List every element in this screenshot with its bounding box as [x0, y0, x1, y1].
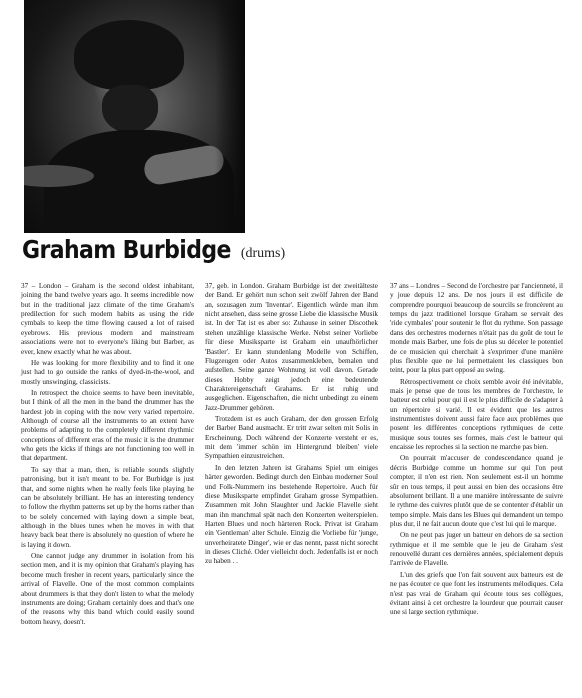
english-column	[21, 282, 194, 629]
article-title	[22, 238, 285, 266]
french-paragraph: On pourrait m'accuser de condescendance quand je décris Burbidge comme un homme sur qui l'on peut compter, il n'en est rien. Non seulement est-il un homme sûr en tous temps, il peut aussi en bien des occasions être absolument brillant. Il a une manière intéressante de suivre le rythme des cuivres plutôt que de se contenter d'établir un tempo simple. Mais dans les Blues qui demandent un tempo plus dur, il ne fait aucun doute que c'est lui qui le marque.	[390, 454, 563, 528]
portrait-photo	[24, 0, 245, 233]
german-column	[205, 282, 378, 569]
french-paragraph: L'un des griefs que l'on fait souvent aux batteurs est de ne pas écouter ce que font les instruments mélodiques. Cela n'est pas vrai de Graham qui écoute tous ses collègues, évitant ainsi à cet orchestre la lourdeur que pourrait causer une si large section rythmique.	[390, 570, 563, 617]
french-paragraph: On ne peut pas juger un batteur en dehors de sa section rythmique et il me semble que le jeu de Graham s'est renouvellé durant ces dernières années, spécialement depuis l'arrivée de Flavelle.	[390, 531, 563, 568]
french-paragraph: Rétrospectivement ce choix semble avoir été inévitable, mais je pense que de tous les membres de l'orchestre, le batteur est celui pour qui il est le plus difficile de s'adapter à un répertoire si varié. Il est évident que les autres instrumentistes doivent aussi faire face aux problèmes que posent les différentes conceptions rythmiques de cette musique sous toutes ses formes, mais c'est le batteur qui encaisse les reproches si la section ne marche pas bien.	[390, 377, 563, 452]
english-paragraph: To say that a man, then, is reliable sounds slightly patronising, but it isn't meant to be. For Burbidge is just that, and some nights when he really feels like playing he can be absolutely brilliant. He has an interesting tendency to follow the rhythm patterns set up by the horns rather than to be solely concerned with laying down a simple beat, although in the blues tunes when he moves in with that heavy back beat there is absolutely no question of where he is laying it down.	[21, 465, 194, 549]
german-paragraph: In den letzten Jahren ist Grahams Spiel um einiges härter geworden. Bedingt durch den Einbau moderner Soul und Folk-Nummern ins bestehende Repertoire. Auch für diese Musiksparte empfindet Graham grosse Sympathien. Zusammen mit John Slaughter und Jackie Flavelle sieht man ihn manchmal spät nach den Konzerten weiterspielen. Harten Blues und noch härteren Rock. Privat ist Graham ein 'Gentleman' alter Schule. Einzig die Vorliebe für 'junge, unverheiratete Dinger', wie er das nennt, passt nicht sorecht in dieses Cliché. Oder vielleicht doch. Jedenfalls ist er noch zu haben . .	[205, 463, 378, 566]
english-paragraph: One cannot judge any drummer in isolation from his section men, and it is my opinion that Graham's playing has become much fresher in recent years, particularly since the arrival of Flavelle. One of the most common complaints about drummers is that they don't listen to what the melody instruments are doing; Graham certainly does and that's one of the reasons why this band which could easily sound bottom heavy, doesn't.	[21, 552, 194, 626]
english-paragraph: 37 – London – Graham is the second oldest inhabitant, joining the band twelve years ago. It seems incredible now but in the traditional jazz climate of the time Graham's predilection for such modern habits as using the ride cymbals to keep the time flowing caused a lot of raised eyebrows. His previous modern and mainstream associations were not to everyone's liking but Barber, as ever, knew exactly what he was about.	[21, 282, 194, 356]
english-paragraph: In retrospect the choice seems to have been inevitable, but I think of all the men in the band the drummer has the hardest job in coping with the now very varied repertoire. Although of course all the instruments to an extent have problems of adapting to the completely different rhythmic conceptions of different eras of the music it is the drummer who gets the kicks if things are not functioning too well in that department.	[21, 388, 194, 463]
french-column	[390, 282, 563, 620]
german-paragraph: Trotzdem ist es auch Graham, der den grossen Erfolg der Barber Band ausmacht. Er tritt zwar selten mit Solis in Erscheinung. Doch während der Konzerte versteht er es, mit dem 'immer schön im Hintergrund bleiben' viele Sympathien einzustreichen.	[205, 415, 378, 461]
musician-instrument: (drums)	[240, 246, 286, 261]
german-paragraph: 37, geb. in London. Graham Burbidge ist der zweitälteste der Band. Er gehört nun schon seit zwölf Jahren der Band an, sozusagen zum 'Inventar'. Eigentlich würde man ihm nicht ansehen, dass seine grosse Liebe die klassische Musik ist. In der Tat ist es aber so: Zuhause in seiner Discothek stehen unzählige klassische Werke. Nebst seiner Vorliebe für diese Musiksparte ist Graham ein unaufhörlicher 'Bastler'. Er kann stundenlang Modelle von Schiffen, Flugzeugen oder Autos zusammenkleben, bemalen und aufstellen. Seine ganze Wohnung ist voll davon. Gerade dieses Hobby zeigt jedoch eine bedeutende Charaktereigenschaft Grahams. Er ist ruhig und ausgeglichen. Eigenschaften, die nicht unbedingt zu einem Jazz-Drummer gehören.	[205, 282, 378, 412]
french-paragraph: 37 ans – Londres – Second de l'orchestre par l'ancienneté, il y joue depuis 12 ans. De nos jours il est difficile de comprendre pourquoi beaucoup de sourcils se froncèrent au temps du jazz traditionel lorsque Graham se servait des 'ride cymbales' pour soutenir le flot du rythme. Son passage dans des orchestres modernes n'était pas du goût de tout le monde mais Barber, une fois de plus su déceler le potentiel de ce musicien qui cherchait à s'exprimer d'une manière plus flexible que ne lui permettaient les classiques bon teint, pour la plus part opposé au swing.	[390, 282, 563, 375]
english-paragraph: He was looking for more flexibility and to find it one just had to go outside the ranks of dyed-in-the-wool, and mostly unswinging, classicists.	[21, 358, 194, 386]
musician-name: Graham Burbidge	[22, 236, 231, 265]
